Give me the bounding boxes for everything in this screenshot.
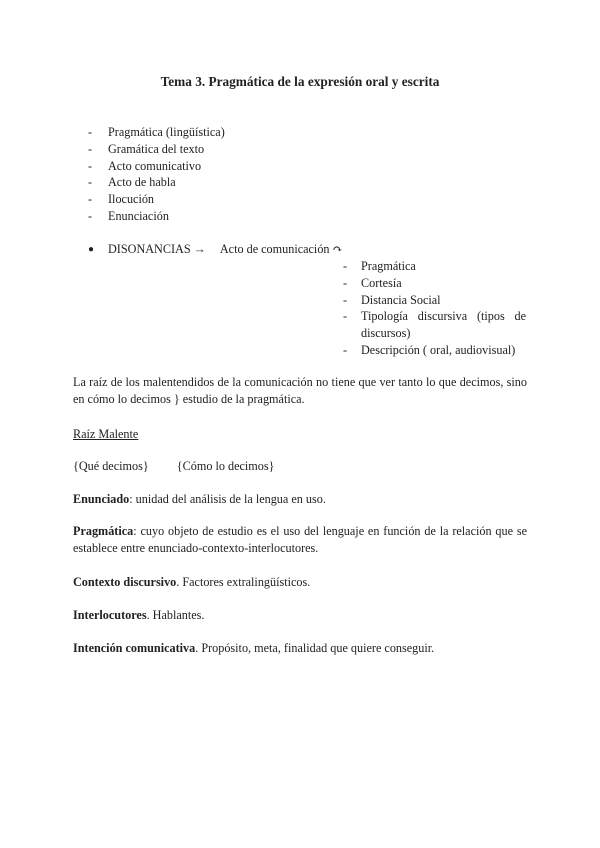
definition-text: . Propósito, meta, finalidad que quiere conseguir. <box>195 641 435 655</box>
bullet-icon: ● <box>88 244 95 255</box>
definition <box>73 607 527 624</box>
list-item: - Acto comunicativo <box>88 158 202 173</box>
list-item: - Enunciación <box>88 208 169 223</box>
definition-term: Contexto discursivo <box>73 575 177 589</box>
definition-text: . Hablantes. <box>146 608 205 622</box>
definition <box>73 640 527 657</box>
list-item: - Gramática del texto <box>88 141 205 156</box>
list-item: - Pragmática (lingüística) <box>88 125 225 139</box>
definition <box>73 491 527 508</box>
list-item: - Descripción ( oral, audiovisual) <box>343 342 516 357</box>
braces-line <box>73 458 527 475</box>
root-heading: Raíz Malente <box>73 427 139 441</box>
dissonance-label: DISONANCIAS → <box>108 242 206 256</box>
definition-term: Intención comunicativa <box>73 641 196 655</box>
dissonance-target: Acto de comunicación ↷ <box>219 242 343 256</box>
definition <box>73 574 527 591</box>
definition-text: : cuyo objeto de estudio es el uso del lenguaje en función de la relación que se establece entre enunciado-contexto-interlocutores. <box>73 524 527 555</box>
topic-list <box>88 124 225 225</box>
brace-what: {Qué decimos} <box>73 459 149 473</box>
list-item: - Pragmática <box>343 259 416 273</box>
list-item: - Tipología discursiva (tipos de discursos) <box>343 309 526 341</box>
definition-text: . Factores extralingüísticos. <box>176 575 311 589</box>
page-title: Tema 3. Pragmática de la expresión oral y escrita <box>160 74 440 89</box>
list-item: - Cortesía <box>343 275 402 290</box>
brace-how: {Cómo lo decimos} <box>176 459 275 473</box>
definition-term: Pragmática <box>73 524 134 538</box>
intro-paragraph: La raíz de los malentendidos de la comunicación no tiene que ver tanto lo que decimos, sino en cómo lo decimos } estudio de la pragmática. <box>73 375 527 406</box>
definition <box>73 523 527 557</box>
list-item: - Ilocución <box>88 192 155 207</box>
definition-term: Enunciado <box>73 492 130 506</box>
list-item: - Acto de habla <box>88 175 176 190</box>
dissonance-list <box>343 258 526 359</box>
dissonance-line <box>88 242 343 257</box>
list-item: - Distancia Social <box>343 292 441 307</box>
definition-term: Interlocutores <box>73 608 147 622</box>
definition-text: : unidad del análisis de la lengua en uso. <box>129 492 326 506</box>
